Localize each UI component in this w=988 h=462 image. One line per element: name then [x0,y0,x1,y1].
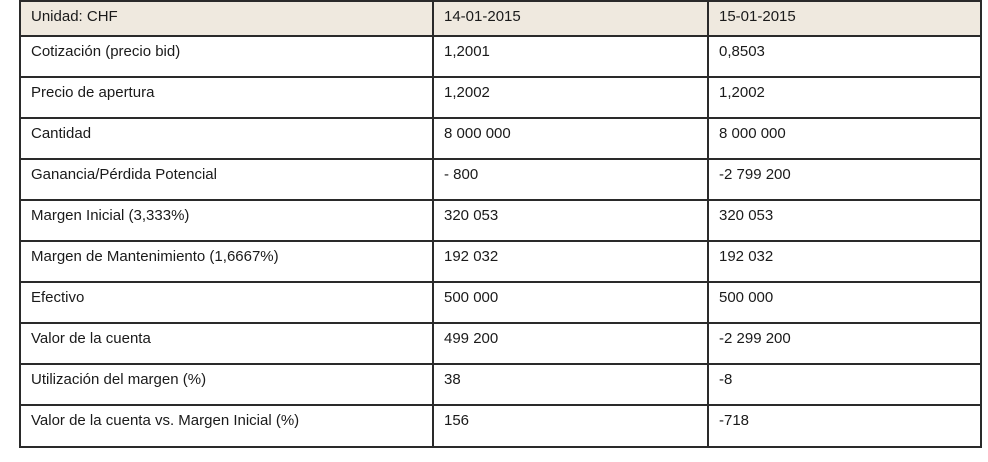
row-value-1: 1,2001 [433,36,708,77]
row-label: Valor de la cuenta [20,323,433,364]
row-value-1: 8 000 000 [433,118,708,159]
row-label: Margen Inicial (3,333%) [20,200,433,241]
row-value-1: 192 032 [433,241,708,282]
row-value-2: -8 [708,364,981,405]
row-label: Cantidad [20,118,433,159]
row-value-1: 38 [433,364,708,405]
margin-table [19,0,982,448]
row-value-2: 192 032 [708,241,981,282]
table-row [20,200,981,241]
row-label: Efectivo [20,282,433,323]
table-row [20,282,981,323]
data-table-container [19,0,980,448]
table-header-row [20,1,981,36]
row-value-2: 8 000 000 [708,118,981,159]
table-row [20,36,981,77]
row-value-2: 500 000 [708,282,981,323]
row-label: Utilización del margen (%) [20,364,433,405]
row-label: Ganancia/Pérdida Potencial [20,159,433,200]
header-cell-unit: Unidad: CHF [20,1,433,36]
row-value-2: -2 799 200 [708,159,981,200]
header-cell-date-1: 14-01-2015 [433,1,708,36]
row-label: Margen de Mantenimiento (1,6667%) [20,241,433,282]
row-value-2: 320 053 [708,200,981,241]
table-row [20,364,981,405]
row-value-2: 1,2002 [708,77,981,118]
row-value-1: - 800 [433,159,708,200]
row-value-1: 500 000 [433,282,708,323]
table-row [20,241,981,282]
row-value-1: 499 200 [433,323,708,364]
row-value-1: 156 [433,405,708,447]
row-value-1: 320 053 [433,200,708,241]
table-row [20,159,981,200]
row-label: Valor de la cuenta vs. Margen Inicial (%) [20,405,433,447]
table-row [20,405,981,447]
row-value-2: -718 [708,405,981,447]
table-row [20,323,981,364]
header-cell-date-2: 15-01-2015 [708,1,981,36]
row-value-2: -2 299 200 [708,323,981,364]
row-value-1: 1,2002 [433,77,708,118]
table-row [20,118,981,159]
row-label: Cotización (precio bid) [20,36,433,77]
table-row [20,77,981,118]
row-value-2: 0,8503 [708,36,981,77]
row-label: Precio de apertura [20,77,433,118]
